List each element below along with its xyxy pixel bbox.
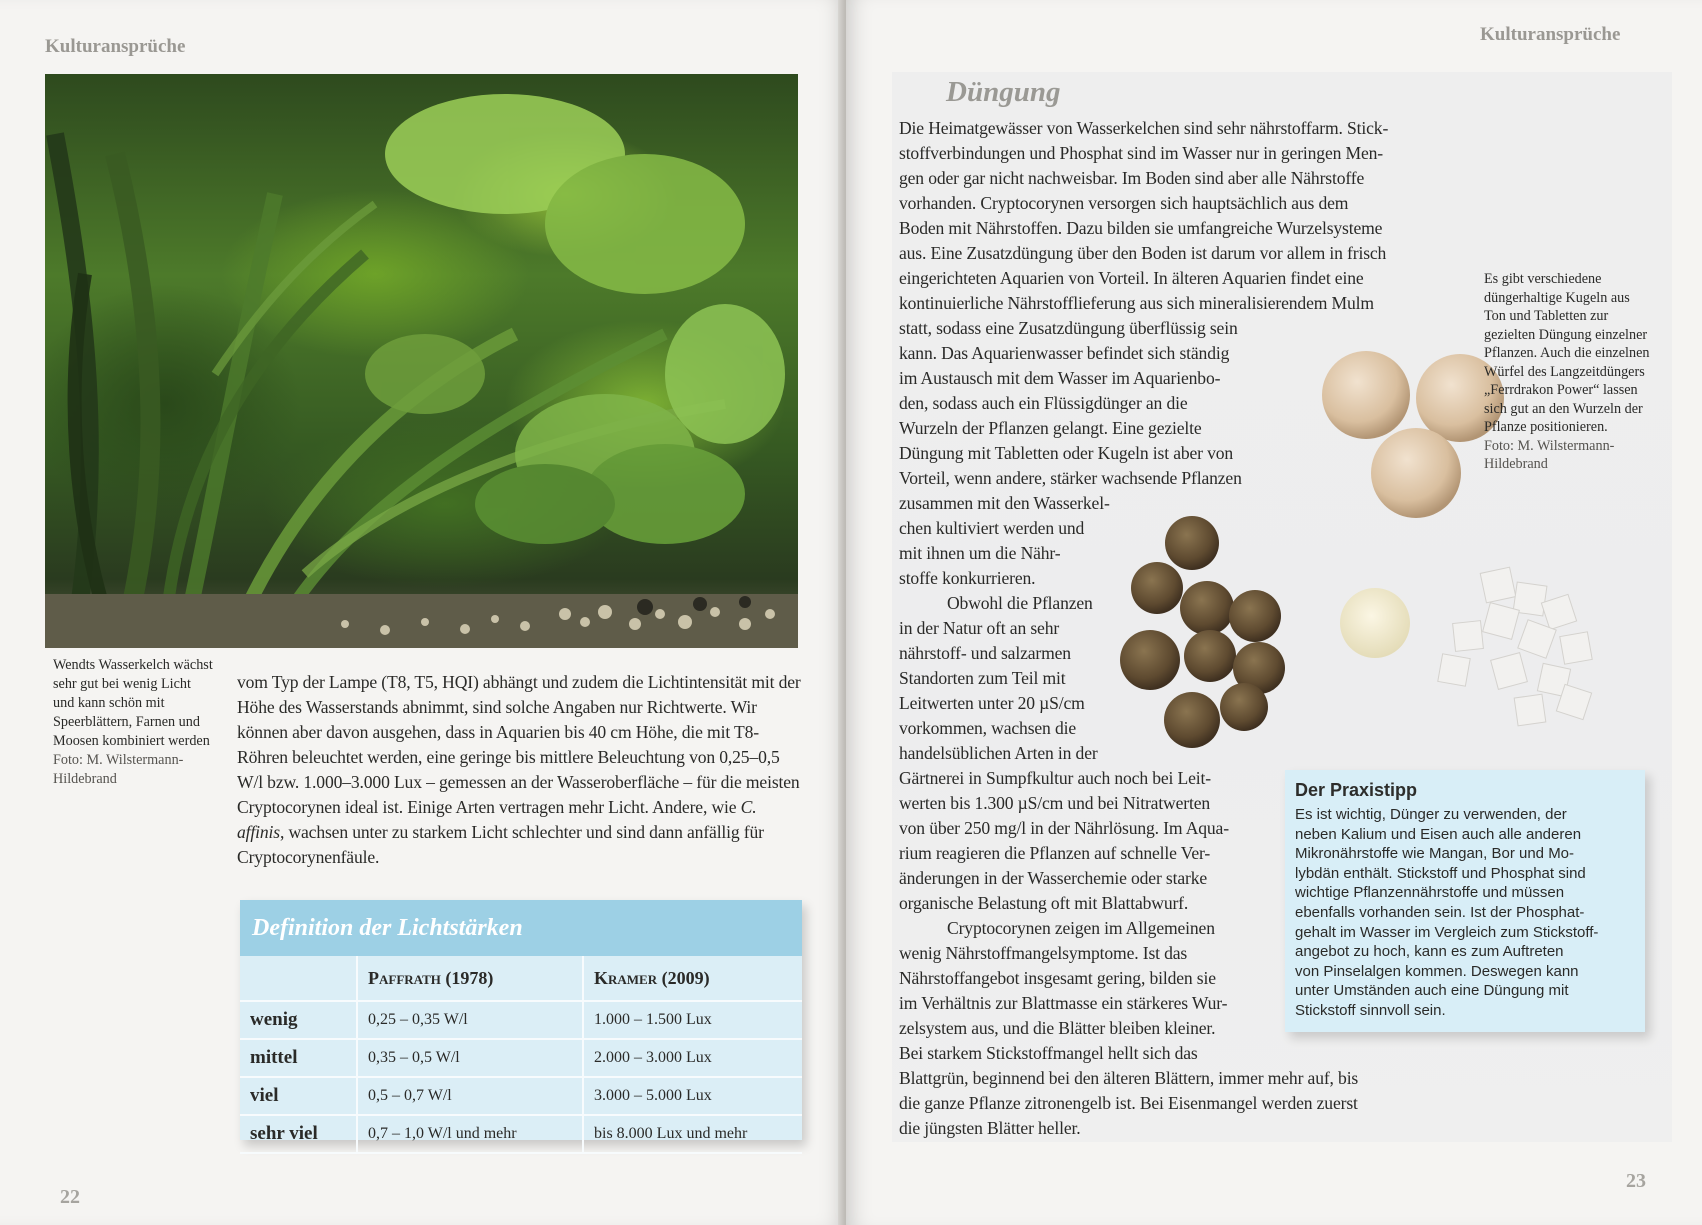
photo-caption-text: Wendts Wasserkelch wächst sehr gut bei wenig Licht und kann schön mit Speerblättern, Farnen und Moosen kombiniert werden bbox=[53, 657, 213, 749]
page-number-left: 22 bbox=[60, 1186, 80, 1208]
body-line: rium reagieren die Pflanzen auf schnelle Ver- bbox=[899, 843, 1211, 863]
table-cell-kramer: 1.000 – 1.500 Lux bbox=[583, 1001, 802, 1039]
body-line: in der Natur oft an sehr bbox=[899, 618, 1060, 638]
table-cell-level: viel bbox=[240, 1077, 357, 1115]
body-line: Düngung mit Tabletten oder Kugeln ist aber von bbox=[899, 443, 1234, 463]
body-line: Die Heimatgewässer von Wasserkelchen sind sehr nährstoffarm. Stick- bbox=[899, 118, 1389, 138]
body-line: Boden mit Nährstoffen. Dazu bilden sie umfangreiche Wurzelsysteme bbox=[899, 218, 1383, 238]
body-line: werten bis 1.300 µS/cm und bei Nitratwerten bbox=[899, 793, 1211, 813]
body-line: die jüngsten Blätter heller. bbox=[899, 1118, 1081, 1138]
body-line: Leitwerten unter 20 µS/cm bbox=[899, 693, 1085, 713]
fertilizer-caption bbox=[1484, 270, 1654, 474]
body-line: Gärtnerei in Sumpfkultur auch noch bei Leit- bbox=[899, 768, 1211, 788]
tipp-line: wichtige Pflanzennährstoffe und müssen bbox=[1295, 884, 1565, 902]
body-line: von über 250 mg/l in der Nährlösung. Im Aqua- bbox=[899, 818, 1229, 838]
table-header-empty bbox=[240, 956, 357, 1001]
body-line: zusammen mit den Wasserkel- bbox=[899, 493, 1110, 513]
table-cell-paffrath: 0,25 – 0,35 W/l bbox=[357, 1001, 583, 1039]
table-row bbox=[240, 1115, 802, 1153]
photo-credit: Foto: M. Wilstermann-Hildebrand bbox=[53, 752, 184, 787]
body-line: Bei starkem Stickstoffmangel hellt sich das bbox=[899, 1043, 1198, 1063]
body-text-left bbox=[237, 670, 802, 870]
table-header-row bbox=[240, 956, 802, 1001]
body-line: nährstoff- und salzarmen bbox=[899, 643, 1071, 663]
fertilizer-caption-text: Es gibt verschiedene düngerhaltige Kugeln aus Ton und Tabletten zur gezielten Düngung einzelner Pflanzen. Auch die einzelnen Würfel des Langzeitdüngers „Ferrdrakon Power“ lassen sich gut an den Wurzeln der Pflanze positionieren. bbox=[1484, 271, 1650, 435]
body-line: Wurzeln der Pflanzen gelangt. Eine gezielte bbox=[899, 418, 1202, 438]
body-line: stoffverbindungen und Phosphat sind im Wasser nur in geringen Men- bbox=[899, 143, 1384, 163]
light-definition-table bbox=[240, 956, 802, 1154]
body-line: die ganze Pflanze zitronengelb ist. Bei Eisenmangel werden zuerst bbox=[899, 1093, 1358, 1113]
table-row bbox=[240, 1001, 802, 1039]
fertilizer-cubes bbox=[1438, 567, 1592, 726]
table-cell-kramer: bis 8.000 Lux und mehr bbox=[583, 1115, 802, 1153]
body-text-left-main: vom Typ der Lampe (T8, T5, HQI) abhängt und zudem die Lichtintensität mit der Höhe des Wasserstands abnimmt, sind solche Angaben nur Richtwerte. Wir können aber davon ausgehen, dass in Aquarien bis 40 cm Höhe, die mit T8-Röhren beleuchtet werden, eine geringe bis mittlere Beleuchtung von 0,25–0,5 W/l bzw. 1.000–3.000 Lux – gemessen an der Wasseroberfläche – für die meisten Cryptocorynen ideal ist. Einige Arten vertragen mehr Licht. Andere, wie bbox=[237, 672, 801, 817]
table-row bbox=[240, 1077, 802, 1115]
tipp-line: angebot zu hoch, kann es zum Auftreten bbox=[1295, 943, 1564, 961]
running-head-left: Kulturansprüche bbox=[45, 36, 186, 57]
body-line: kann. Das Aquarienwasser befindet sich ständig bbox=[899, 343, 1230, 363]
body-line: vorkommen, wachsen die bbox=[899, 718, 1076, 738]
body-line: mit ihnen um die Nähr- bbox=[899, 543, 1061, 563]
tipp-line: Mikronährstoffe wie Mangan, Bor und Mo- bbox=[1295, 845, 1575, 863]
table-header-paffrath: Paffrath (1978) bbox=[357, 956, 583, 1001]
table-cell-paffrath: 0,35 – 0,5 W/l bbox=[357, 1039, 583, 1077]
tipp-line: Stickstoff sinnvoll sein. bbox=[1295, 1001, 1446, 1019]
aquarium-photo bbox=[45, 74, 798, 648]
tipp-line: lybdän enthält. Stickstoff und Phosphat sind bbox=[1295, 864, 1586, 882]
body-line: im Austausch mit dem Wasser im Aquarienbo- bbox=[899, 368, 1221, 388]
section-title: Düngung bbox=[946, 76, 1061, 108]
fertilizer-tablet bbox=[1340, 588, 1410, 658]
tipp-line: unter Umständen auch eine Düngung mit bbox=[1295, 982, 1569, 1000]
body-line: im Verhältnis zur Blattmasse ein stärkeres Wur- bbox=[899, 993, 1228, 1013]
body-line: Standorten zum Teil mit bbox=[899, 668, 1066, 688]
photo-caption bbox=[53, 656, 213, 789]
tipp-line: ebenfalls vorhanden sein. Ist der Phosphat- bbox=[1295, 903, 1585, 921]
light-definition-box bbox=[240, 900, 802, 1144]
body-line: gen oder gar nicht nachweisbar. Im Boden sind aber alle Nährstoffe bbox=[899, 168, 1365, 188]
table-row bbox=[240, 1039, 802, 1077]
body-line: änderungen in der Wasserchemie oder starke bbox=[899, 868, 1208, 888]
body-line: statt, sodass eine Zusatzdüngung überflüssig sein bbox=[899, 318, 1238, 338]
table-cell-paffrath: 0,7 – 1,0 W/l und mehr bbox=[357, 1115, 583, 1153]
body-line: handelsüblichen Arten in der bbox=[899, 743, 1098, 763]
body-line: organische Belastung oft mit Blattabwurf. bbox=[899, 893, 1189, 913]
body-text-left-end: , wachsen unter zu starkem Licht schlechter und sind dann anfällig für Cryptocorynenfäule. bbox=[237, 822, 764, 867]
table-cell-kramer: 3.000 – 5.000 Lux bbox=[583, 1077, 802, 1115]
praxistipp-box bbox=[1285, 770, 1645, 1032]
tipp-line: neben Kalium und Eisen auch alle anderen bbox=[1295, 825, 1582, 843]
praxistipp-text bbox=[1295, 805, 1635, 1021]
body-line: chen kultiviert werden und bbox=[899, 518, 1085, 538]
brown-fertilizer-balls bbox=[1120, 516, 1285, 748]
tipp-line: gehalt im Wasser im Vergleich zum Stickstoff- bbox=[1295, 923, 1599, 941]
body-line: Obwohl die Pflanzen bbox=[947, 593, 1093, 613]
body-line: Vorteil, wenn andere, stärker wachsende Pflanzen bbox=[899, 468, 1242, 488]
running-head-right: Kulturansprüche bbox=[1480, 24, 1621, 45]
body-line: Nährstoffangebot insgesamt gering, bilden sie bbox=[899, 968, 1216, 988]
left-page bbox=[0, 0, 846, 1225]
table-cell-paffrath: 0,5 – 0,7 W/l bbox=[357, 1077, 583, 1115]
body-line: wenig Nährstoffmangelsymptome. Ist das bbox=[899, 943, 1188, 963]
aquarium-plants-illustration bbox=[45, 74, 798, 648]
body-line: zelsystem aus, und die Blätter bleiben kleiner. bbox=[899, 1018, 1216, 1038]
body-line: Blattgrün, beginnend bei den älteren Blättern, immer mehr auf, bis bbox=[899, 1068, 1359, 1088]
right-page bbox=[846, 0, 1702, 1225]
table-cell-kramer: 2.000 – 3.000 Lux bbox=[583, 1039, 802, 1077]
table-cell-level: mittel bbox=[240, 1039, 357, 1077]
body-line: stoffe konkurrieren. bbox=[899, 568, 1036, 588]
light-definition-title: Definition der Lichtstärken bbox=[240, 900, 802, 956]
table-cell-level: wenig bbox=[240, 1001, 357, 1039]
table-header-kramer: Kramer (2009) bbox=[583, 956, 802, 1001]
table-cell-level: sehr viel bbox=[240, 1115, 357, 1153]
species-name: C. affinis bbox=[237, 797, 757, 842]
body-line: aus. Eine Zusatzdüngung über den Boden ist darum vor allem in frisch bbox=[899, 243, 1387, 263]
clay-ball bbox=[1322, 351, 1410, 439]
fertilizer-credit: Foto: M. Wilstermann-Hildebrand bbox=[1484, 437, 1615, 472]
body-line: Cryptocorynen zeigen im Allgemeinen bbox=[947, 918, 1215, 938]
tipp-line: von Pinselalgen kommen. Deswegen kann bbox=[1295, 962, 1579, 980]
body-line: kontinuierliche Nährstofflieferung aus sich mineralisierendem Mulm bbox=[899, 293, 1374, 313]
clay-ball bbox=[1371, 428, 1461, 518]
praxistipp-title: Der Praxistipp bbox=[1295, 780, 1418, 800]
body-line: den, sodass auch ein Flüssigdünger an die bbox=[899, 393, 1188, 413]
body-line: eingerichteten Aquarien von Vorteil. In älteren Aquarien findet eine bbox=[899, 268, 1364, 288]
fertilizer-photo bbox=[846, 0, 1702, 1225]
body-line: vorhanden. Cryptocorynen versorgen sich hauptsächlich aus dem bbox=[899, 193, 1349, 213]
page-number-right: 23 bbox=[1626, 1170, 1646, 1192]
tipp-line: Es ist wichtig, Dünger zu verwenden, der bbox=[1295, 806, 1567, 823]
